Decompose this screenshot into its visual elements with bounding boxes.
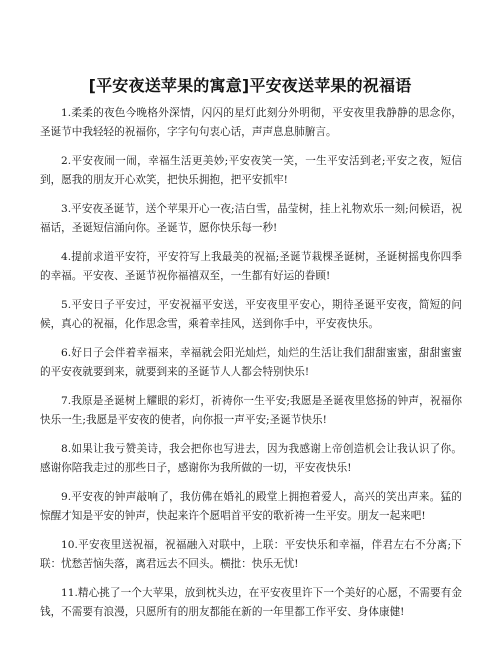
document-title: [平安夜送苹果的寓意]平安夜送苹果的祝福语 <box>88 76 412 95</box>
paragraph: 4.提前求道平安符，平安符写上我最美的祝福;圣诞节栽棵圣诞树，圣诞树摇曳你四季的幸福。平安夜、圣诞节祝你福禧双至，一生都有好运的眷顾! <box>40 251 462 282</box>
paragraph: 5.平安日子平安过，平安祝福平安送，平安夜里平安心，期待圣诞平安夜，简短的问候，真心的祝福，化作思念雪，乘着幸挂风，送到你手中，平安夜快乐。 <box>40 299 462 330</box>
paragraph: 10.平安夜里送祝福，祝福融入对联中，上联：平安快乐和幸福，伴君左右不分离;下联：忧愁苦恼失落，离君远去不回头。横批：快乐无忧! <box>40 539 462 570</box>
paragraph: 6.好日子会伴着幸福来，幸福就会阳光灿烂，灿烂的生活让我们甜甜蜜蜜，甜甜蜜蜜的平安夜就要到来，就要到来的圣诞节人人都会特别快乐! <box>40 347 462 378</box>
paragraph: 7.我原是圣诞树上耀眼的彩灯，祈祷你一生平安;我愿是圣诞夜里悠扬的钟声，祝福你快乐一生;我愿是平安夜的使者，向你报一声平安;圣诞节快乐! <box>40 395 462 426</box>
paragraph: 8.如果让我亏赞美诗，我会把你也写进去，因为我感谢上帝创造机会让我认识了你。感谢你陪我走过的那些日子，感谢你为我所做的一切，平安夜快乐! <box>40 443 462 474</box>
paragraph: 9.平安夜的钟声敲响了，我仿佛在婚礼的殿堂上拥抱着爱人，高兴的笑出声来。猛的惊醒才知是平安的钟声，快起来许个愿唱首平安的歌祈祷一生平安。朋友一起来吧! <box>40 491 462 522</box>
paragraph: 1.柔柔的夜色今晚格外深情，闪闪的星灯此刻分外明彻，平安夜里我静静的思念你，圣诞节中我轻轻的祝福你，字字句句衷心话，声声息息肺腑言。 <box>40 107 462 138</box>
paragraph: 2.平安夜闹一闹，幸福生活更美妙;平安夜笑一笑，一生平安活到老;平安之夜，短信到，愿我的朋友开心欢笑，把快乐拥抱，把平安抓牢! <box>40 155 462 186</box>
paragraph: 11.精心挑了一个大苹果，放到枕头边，在平安夜里许下一个美好的心愿，不需要有金钱，不需要有浪漫，只愿所有的朋友都能在新的一年里都工作平安、身体康健! <box>40 587 462 618</box>
paragraph: 3.平安夜圣诞节，送个苹果开心一夜;洁白雪，晶莹树，挂上礼物欢乐一刻;问候语，祝福话，圣诞短信涌向你。圣诞节，愿你快乐每一秒! <box>40 203 462 234</box>
document-body <box>40 104 462 632</box>
